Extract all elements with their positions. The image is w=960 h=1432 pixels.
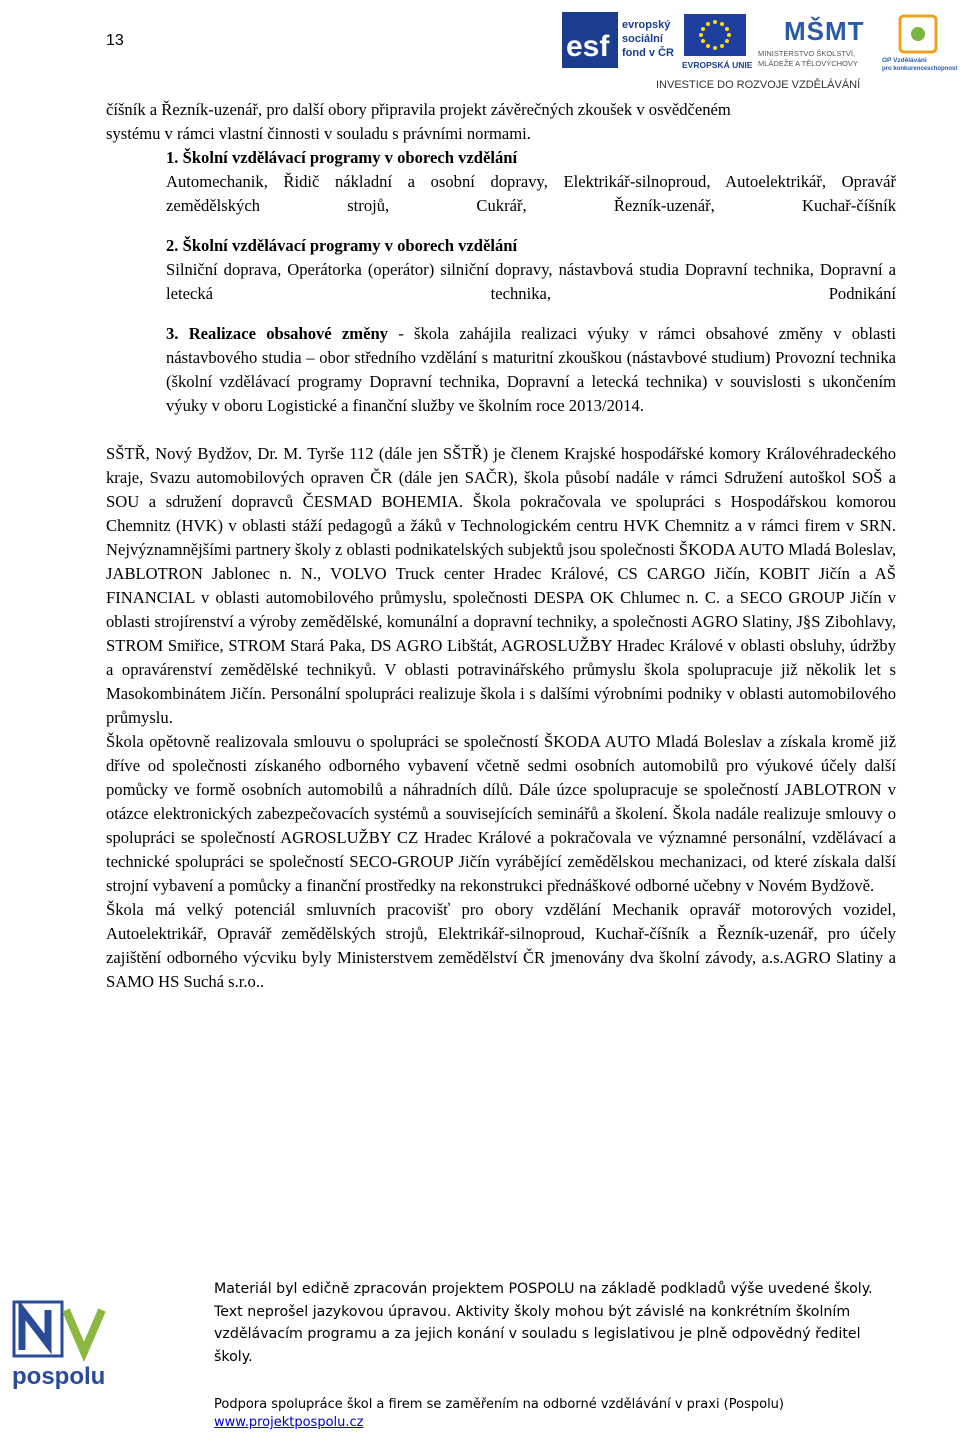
list-item-2 (166, 234, 896, 306)
intro-line-2: systému v rámci vlastní činnosti v souladu s právními normami. (106, 124, 531, 143)
eu-flag-logo (682, 14, 753, 70)
list-item-3 (166, 322, 896, 418)
footer-project-link[interactable]: www.projektpospolu.cz (214, 1415, 364, 1430)
eu-label: EVROPSKÁ UNIE (682, 60, 753, 70)
esf-line-2: sociální (622, 33, 663, 45)
footer-project-line: Podpora spolupráce škol a firem se zaměřením na odborné vzdělávání v praxi (Pospolu) (214, 1397, 784, 1412)
op-line-1: OP Vzdělávání (882, 57, 927, 64)
footer-note-line-4: školy. (214, 1348, 253, 1365)
esf-line-1: evropský (622, 19, 671, 31)
esf-logo (562, 12, 674, 68)
list-item-1-heading: 1. Školní vzdělávací programy v oborech vzdělání (166, 148, 518, 167)
list-item-3-heading: 3. Realizace obsahové změny (166, 324, 388, 343)
pospolu-logo (8, 1300, 208, 1400)
intro-line-1: číšník a Řezník-uzenář, pro další obory připravila projekt závěrečných zkoušek v osvědčeném (106, 100, 731, 119)
op-vk-logo (882, 16, 957, 72)
list-item-1 (166, 146, 896, 218)
list-item-3-text (166, 322, 896, 418)
list-item-2-body: Silniční doprava, Operátorka (operátor) silniční dopravy, nástavbová studia Dopravní technika, Dopravní a letecká technika, Podnikání (166, 260, 896, 303)
esf-logo-text: esf (566, 30, 610, 63)
header-logos (560, 6, 960, 94)
investice-tagline: INVESTICE DO ROZVOJE VZDĚLÁVÁNÍ (656, 79, 861, 91)
list-item-3-body: - škola zahájila realizaci výuky v rámci obsahové změny v oblasti nástavbového studia – obor středního vzdělání s maturitní zkouškou (nástavbové studium) Provozní technika (školní vzdělávací programy Dopravní technika, Dopravní a letecká technika) v souvislosti s ukončením výuky v oboru Logistické a finanční služby ve školním roce 2013/2014. (166, 324, 896, 415)
list-item-2-heading: 2. Školní vzdělávací programy v oborech vzdělání (166, 236, 518, 255)
list-item-1-body: Automechanik, Řidič nákladní a osobní dopravy, Elektrikář-silnoproud, Autoelektrikář, Opravář zemědělských strojů, Cukrář, Řezník-uzenář, Kuchař-číšník (166, 172, 896, 215)
footer-note-line-2: Text neprošel jazykovou úpravou. Aktivity školy mohou být závislé na konkrétním školním (214, 1303, 851, 1320)
paragraph-partners: SŠTŘ, Nový Bydžov, Dr. M. Tyrše 112 (dále jen SŠTŘ) je členem Krajské hospodářské komory Královéhradeckého kraje, Svazu automobilových opraven ČR (dále jen SAČR), škola působí nadále v rámci Sdružení autoškol SOŠ a SOU a sdružení dopravců ČESMAD BOHEMIA. Škola pokračovala ve spolupráci s Hospodářskou komorou Chemnitz (HVK) v oblasti stáží pedagogů a žáků v Technologickém centru HVK Chemnitz a v rámci firem v SRN. Nejvýznamnějšími partnery školy z oblasti podnikatelských subjektů jsou společnosti ŠKODA AUTO Mladá Boleslav, JABLOTRON Jablonec n. N., VOLVO Truck center Hradec Králové, CS CARGO Jičín, KOBIT Jičín a AŠ FINANCIAL v oblasti automobilového průmyslu, společnosti DESPA OK Chlumec n. C. a SECO GROUP Jičín v oblasti strojírenství a výroby zemědělské, komunální a dopravní techniky, a společnosti AGRO Slatiny, J§S Zibohlavy, STROM Smiřice, STROM Stará Paka, DS AGRO Libštát, AGROSLUŽBY Hradec Králové v oblasti obsluhy, údržby a opravárenství zemědělské technikyů. V oblasti potravinářského průmyslu škola spolupracuje již několik let s Masokombinátem Jičín. Personální spolupráci realizuje škola i s dalšími výrobními podniky v oblasti automobilového průmyslu. (106, 444, 896, 727)
msmt-line-2: MLÁDEŽE A TĚLOVÝCHOVY (758, 59, 858, 68)
msmt-logo (758, 16, 865, 68)
pospolu-logo-text: pospolu (12, 1363, 106, 1390)
footer-project (214, 1396, 950, 1432)
paragraph-skoda: Škola opětovně realizovala smlouvu o spolupráci se společností ŠKODA AUTO Mladá Boleslav a získala kromě již dříve od společnosti získaného odborného vybavení včetně sedmi osobních automobilů pro výukové účely další pomůcky ve formě osobních automobilů a náhradních dílů. Dále úzce spolupracuje se společností JABLOTRON v otázce elektronických zabezpečovacích systémů a souvisejících seminářů a školení. Škola nadále realizuje smlouvy o spolupráci se společností AGROSLUŽBY CZ Hradec Králové a pokračovala ve významné personální, vzdělávací a technické spolupráci se společností SECO-GROUP Jičín vyrábějící zemědělskou mechanizaci, od které získala další strojní vybavení a pomůcky a finanční prostředky na rekonstrukci přednáškové odborné učebny v Novém Bydžově. (106, 732, 896, 895)
msmt-letters: MŠMT (784, 16, 865, 46)
paragraph-workplaces: Škola má velký potenciál smluvních pracovišť pro obory vzdělání Mechanik opravář motorových vozidel, Autoelektrikář, Opravář zemědělských strojů, Elektrikář-silnoproud, Kuchař-číšník a Řezník-uzenář, pro účely zajištění odborného výcviku byly Ministerstvem zemědělství ČR jmenovány dva školní závody, a.s.AGRO Slatiny a SAMO HS Suchá s.r.o.. (106, 900, 896, 991)
footer-note-line-1: Materiál byl edičně zpracován projektem POSPOLU na základě podkladů výše uvedené školy. (214, 1281, 873, 1297)
op-line-2: pro konkurenceschopnost (882, 66, 958, 72)
footer-note-line-3: vzdělávacím programu a za jejich konání v souladu s legislativou je plně odpovědný ředitel (214, 1326, 861, 1342)
document-body (106, 98, 896, 994)
esf-line-3: fond v ČR (622, 47, 674, 59)
footer-note (214, 1278, 950, 1368)
page-number: 13 (106, 32, 124, 49)
msmt-line-1: MINISTERSTVO ŠKOLSTVÍ, (758, 49, 856, 58)
